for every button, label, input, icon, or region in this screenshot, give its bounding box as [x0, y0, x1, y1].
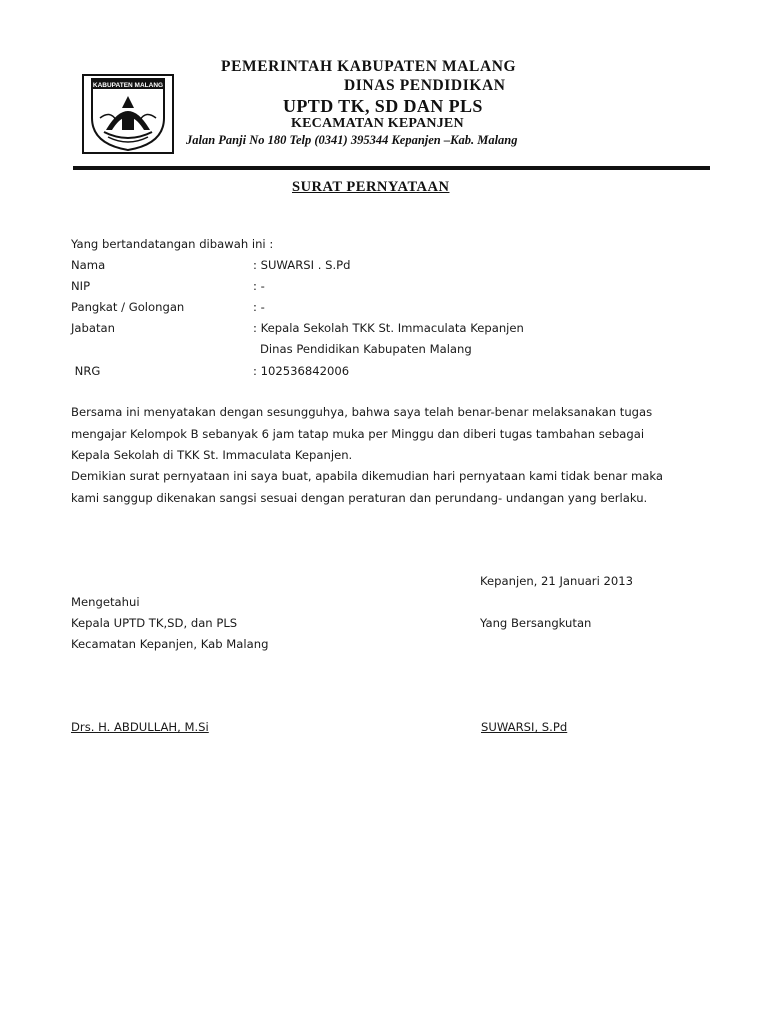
field-label-jabatan: Jabatan	[71, 321, 115, 335]
logo-label: KABUPATEN MALANG	[92, 82, 164, 89]
field-value-nrg: : 102536842006	[253, 364, 350, 378]
letterhead-address: Jalan Panji No 180 Telp (0341) 395344 Kepanjen –Kab. Malang	[186, 133, 518, 147]
field-label-pangkat: Pangkat / Golongan	[71, 300, 185, 314]
head-uptd-name: Drs. H. ABDULLAH, M.Si	[71, 720, 209, 734]
acknowledged-label: Mengetahui	[71, 595, 140, 609]
field-label-nip: NIP	[71, 279, 91, 293]
head-uptd-district: Kecamatan Kepanjen, Kab Malang	[71, 637, 269, 651]
statement-line-2: mengajar Kelompok B sebanyak 6 jam tatap muka per Minggu dan diberi tugas tambahan sebagai	[71, 427, 645, 441]
field-label-nama: Nama	[71, 258, 106, 272]
place-date: Kepanjen, 21 Januari 2013	[480, 574, 633, 588]
statement-line-3: Kepala Sekolah di TKK St. Immaculata Kepanjen.	[71, 448, 353, 462]
document-title: SURAT PERNYATAAN	[292, 179, 450, 195]
signee-name: SUWARSI, S.Pd	[481, 720, 568, 734]
signee-role: Yang Bersangkutan	[480, 616, 592, 630]
letterhead-unit: UPTD TK, SD DAN PLS	[283, 96, 483, 116]
statement-line-5: kami sanggup dikenakan sangsi sesuai dengan peraturan dan perundang- undangan yang berlaku.	[71, 491, 648, 505]
letterhead-divider	[73, 166, 710, 170]
field-value-nama: : SUWARSI . S.Pd	[253, 258, 351, 272]
letterhead-government: PEMERINTAH KABUPATEN MALANG	[221, 58, 517, 75]
field-value-pangkat: : -	[253, 300, 265, 314]
field-value-jabatan: : Kepala Sekolah TKK St. Immaculata Kepanjen	[253, 321, 524, 335]
statement-line-1: Bersama ini menyatakan dengan sesungguhya, bahwa saya telah benar-benar melaksanakan tugas	[71, 405, 653, 419]
statement-line-4: Demikian surat pernyataan ini saya buat, apabila dikemudian hari pernyataan kami tidak benar maka	[71, 469, 663, 483]
letterhead-agency: DINAS PENDIDIKAN	[344, 77, 506, 94]
field-value-jabatan-cont: Dinas Pendidikan Kabupaten Malang	[260, 342, 472, 356]
field-label-nrg: NRG	[71, 364, 101, 378]
head-uptd-title: Kepala UPTD TK,SD, dan PLS	[71, 616, 238, 630]
field-value-nip: : -	[253, 279, 265, 293]
letterhead-district: KECAMATAN KEPANJEN	[291, 116, 464, 131]
kabupaten-malang-logo	[82, 74, 174, 154]
intro-text: Yang bertandatangan dibawah ini :	[71, 237, 274, 251]
